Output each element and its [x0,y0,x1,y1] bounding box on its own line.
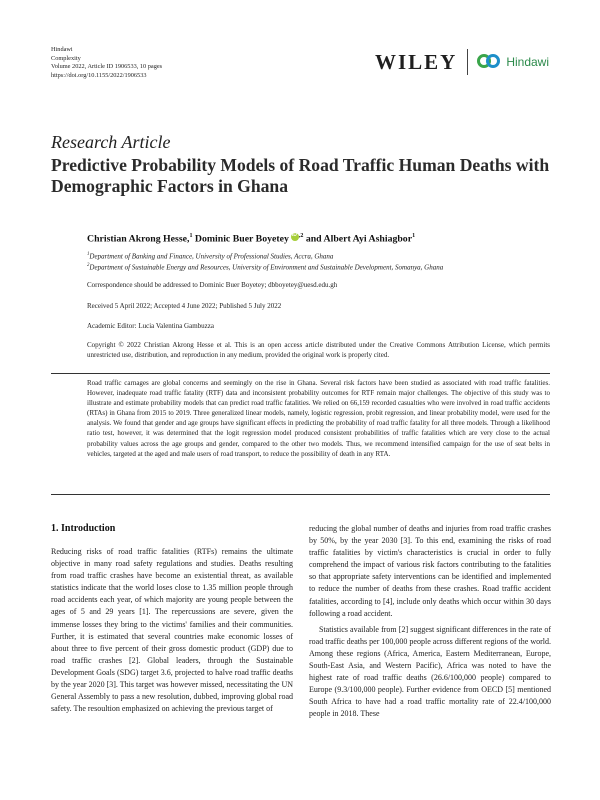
copyright-notice: Copyright © 2022 Christian Akrong Hesse et al. This is an open access article distributed under the Creative Commons Attribution License, which permits unrestricted use, distribution, and reproduction in any medium, provided the original work is properly cited. [87,341,550,360]
academic-editor: Academic Editor: Lucia Valentina Gambuzza [87,322,214,330]
volume-info: Volume 2022, Article ID 1906533, 10 pages [51,63,163,71]
publisher-line: Hindawi [51,46,73,53]
author-name[interactable]: Christian Akrong Hesse, [87,233,190,245]
hindawi-logo-text: Hindawi [506,55,549,69]
body-column-left [51,546,293,715]
orcid-icon[interactable] [291,233,299,241]
article-dates: Received 5 April 2022; Accepted 4 June 2022; Published 5 July 2022 [87,302,282,310]
author-affil-mark: 1 [412,233,416,239]
publisher-logos [375,48,549,76]
divider [51,373,550,374]
section-heading: 1. Introduction [51,523,116,534]
paragraph: Reducing risks of road traffic fatalities (RTFs) remains the ultimate objective in many road safety regulations and studies. Deaths resulting from road traffic crashes have become an existential threat, as available statistics indicate that the world loses close to 1.35 million people through road accidents each year, of which majority are young people between the ages of 5 and 29 years [1]. The repercussions are severe, given the immense losses they bring to the victims' families and their communities. Further, it is estimated that several countries make economic losses of about three to five percent of their gross domestic product (GDP) due to road traffic crashes [2]. Global leaders, through the Sustainable Development Goals (SDG) target 3.6, projected to halve road traffic deaths by the year 2020 [3]. This target was however missed, necessitating the UN General Assembly to pass a new resolution, dubbed, improving global road safety. The resoultion emphasized on achieving the previous target of [51,547,293,714]
wiley-logo: WILEY [374,49,458,74]
journal-name: Complexity [51,54,81,62]
journal-meta [51,46,162,80]
paragraph: reducing the global number of deaths and injuries from road traffic crashes by 50%, by the year 2030 [3]. To this end, examining the risks of road traffic fatalities by victim's characteristics is crucial in order to fully comprehend the impact of various risk factors contributing to the fatalities so that appropriate safety interventions can be identified and implemented to reduce the number of deaths from these crashes. Road traffic accident fatalities, according to [4], include only deaths which occur within 30 days following a road accident. [309,524,551,618]
affiliation: $^1$Department of Banking and Finance, University of Professional Studies, Accra, Ghana [87,252,334,261]
divider [51,494,550,495]
logo-divider [467,49,468,75]
author-affil-mark: 1 [189,233,193,239]
author-name[interactable]: and Albert Ayi Ashiagbor [305,233,413,245]
doi-link[interactable]: https://doi.org/10.1155/2022/1906533 [51,71,147,79]
affiliation: $^2$Department of Sustainable Energy and Resources, University of Environment and Sustainable Development, Somanya, Ghana [87,263,444,272]
author-name[interactable]: Dominic Buer Boyetey [194,233,289,245]
hindawi-logo-icon [477,53,503,71]
abstract: Road traffic carnages are global concerns and seemingly on the rise in Ghana. Several risk factors have been studied as associated with road traffic fatalities. However, inadequate road traffic fatality (RTF) data and inconsistent probability outcomes for RTF remain major challenges. The objective of this study was to illustrate and estimate probability models that can predict road traffic fatalities. We relied on 66,159 recorded casualties who were involved in road traffic accidents (RTAs) in Ghana from 2015 to 2019. Three generalized linear models, namely, logistic regression, probit regression, and linear probability model, were used for the analysis. We found that gender and age groups have significant effects in predicting the probability of road traffic fatality for all three models. Through a likelihood ratio test, however, it was determined that the logit regression model produced consistent probabilities of traffic fatalities which are very close to the actual probability values across the age groups and gender, compared to the other two models. Thus, we recommend intensified campaign for the use of seat belts in vehicles, targeted at the aged and male users of road transport, to reduce the possibility of death in any RTA. [87,379,550,458]
article-title: Predictive Probability Models of Road Traffic Human Deaths with Demographic Factors in Ghana [51,155,550,196]
paragraph: Statistics available from [2] suggest significant differences in the rate of road traffic deaths per 100,000 people across different regions of the world. Among these regions (Africa, America, Eastern Mediterranean, Europe, South-East Asia, and Western Pacific), Africa was noted to have the highest rate of road traffic deaths (26.6/100,000 people) compared to Europe (9.3/100,000 people). Further evidence from OECD [5] mentioned South Africa to have had a road traffic mortality rate of 22.4/100,000 people in 2018. These [309,624,551,719]
author-list [87,233,415,244]
correspondence: Correspondence should be addressed to Dominic Buer Boyetey; dbboyetey@uesd.edu.gh [87,281,338,289]
author-affil-mark: ,2 [298,233,304,239]
article-type: Research Article [51,132,171,152]
body-column-right [309,523,551,721]
